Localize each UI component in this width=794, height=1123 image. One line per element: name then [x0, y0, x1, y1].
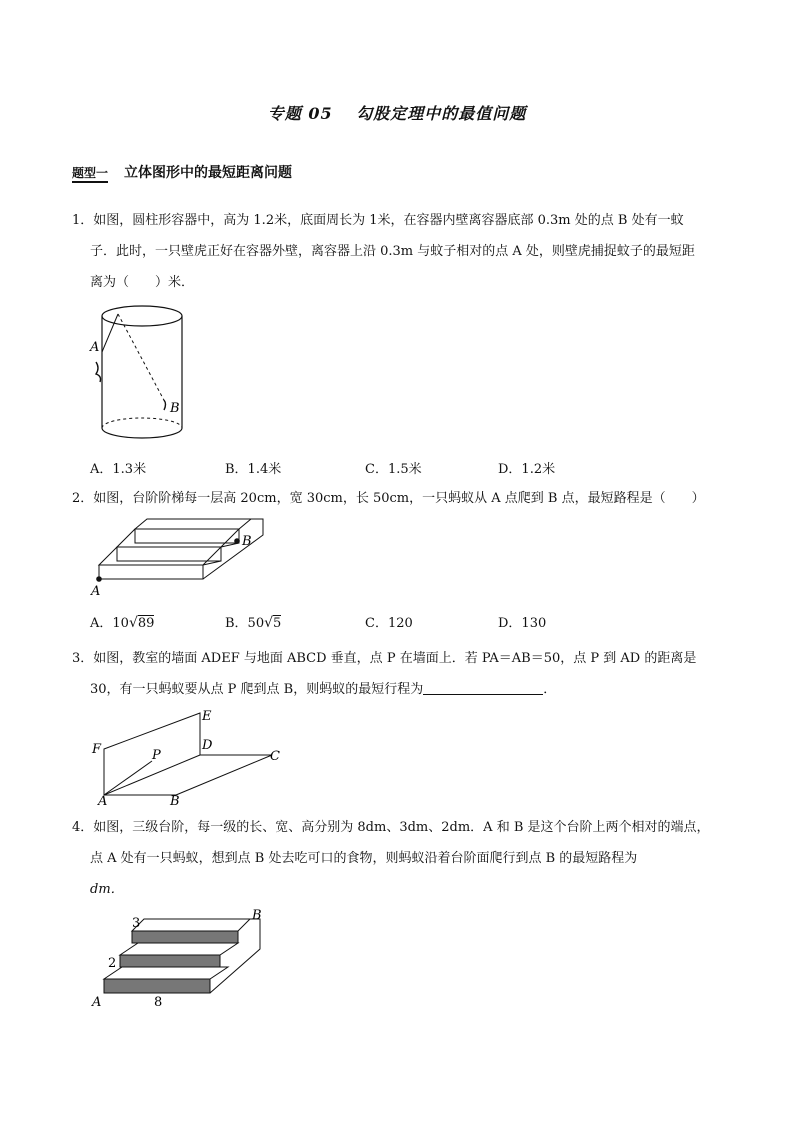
section-tag: 题型一 [72, 164, 108, 183]
q1-line3: 离为（ ）米． [90, 275, 195, 290]
q3-answer-blank[interactable] [423, 680, 543, 695]
q1-cylinder-figure [80, 300, 190, 445]
q1-number: 1． [72, 213, 94, 228]
q2-option-b[interactable]: B．50√5 [225, 615, 282, 631]
q1-line1: 如图，圆柱形容器中，高为 1.2米，底面周长为 1米，在容器内壁离容器底部 0.3m 处的点 B 处有一蚊 [93, 213, 684, 228]
q1-label-b: B [170, 401, 180, 416]
q2-stairs-figure [85, 515, 275, 600]
q3-label-p: P [152, 748, 161, 763]
q3-label-d: D [202, 738, 213, 753]
page-title: 专题 05 勾股定理中的最值问题 [267, 104, 527, 123]
q2-number: 2． [72, 491, 94, 506]
q3-number: 3． [72, 651, 94, 666]
q1-option-d[interactable]: D．1.2米 [498, 462, 556, 477]
q4-line1: 如图，三级台阶，每一级的长、宽、高分别为 8dm、3dm、2dm．A 和 B 是这个台阶上两个相对的端点， [93, 820, 710, 835]
section-heading [72, 162, 292, 183]
q2-option-c[interactable]: C．120 [365, 616, 413, 631]
q3-label-a: A [98, 794, 108, 809]
q4-label-a: A [92, 995, 102, 1010]
q2-label-b: B [242, 534, 252, 549]
section-label: 立体图形中的最短距离问题 [124, 165, 293, 181]
q3-label-f: F [92, 742, 102, 757]
q4-line2: 点 A 处有一只蚂蚁，想到点 B 处去吃可口的食物，则蚂蚁沿着台阶面爬行到点 B 的最短路程为 [90, 851, 638, 866]
q4-line3: dm． [90, 882, 124, 897]
q2-label-a: A [91, 584, 101, 599]
q3-label-e: E [202, 709, 212, 724]
q1-line2: 子．此时，一只壁虎正好在容器外壁，离容器上沿 0.3m 与蚊子相对的点 A 处，则壁虎捕捉蚊子的最短距 [90, 244, 695, 259]
q1-label-a: A [90, 340, 100, 355]
q3-line1: 如图，教室的墙面 ADEF 与地面 ABCD 垂直，点 P 在墙面上．若 PA＝AB＝50，点 P 到 AD 的距离是 [93, 651, 697, 666]
q3-line2: 30，有一只蚂蚁要从点 P 爬到点 B，则蚂蚁的最短行程为 [90, 682, 424, 697]
question-3: 3．如图，教室的墙面 ADEF 与地面 ABCD 垂直，点 P 在墙面上．若 PA＝AB＝50，点 P 到 AD 的距离是 30，有一只蚂蚁要从点 P 爬到点 B，则蚂蚁的最短行程为 ． [72, 651, 697, 697]
q2-option-a[interactable]: A．10√89 [90, 615, 155, 631]
q1-option-b[interactable]: B．1.4米 [225, 462, 282, 477]
q4-number: 4． [72, 820, 94, 835]
q4-label-8: 8 [154, 995, 163, 1010]
q4-stairs-figure [88, 905, 278, 1010]
q1-option-c[interactable]: C．1.5米 [365, 462, 422, 477]
question-2 [72, 483, 732, 514]
q4-label-3: 3 [132, 916, 141, 931]
q3-room-figure [88, 705, 293, 810]
q3-label-c: C [270, 749, 280, 764]
q2-line1: 如图，台阶阶梯每一层高 20cm，宽 30cm，长 50cm，一只蚂蚁从 A 点爬到 B 点，最短路程是（ ） [93, 491, 705, 506]
q3-label-b: B [170, 794, 180, 809]
q2-option-d[interactable]: D．130 [498, 616, 547, 631]
q4-label-b: B [252, 908, 262, 923]
question-4 [72, 812, 732, 905]
q4-label-2: 2 [108, 956, 117, 971]
q1-option-a[interactable]: A．1.3米 [90, 462, 147, 477]
question-1 [72, 205, 732, 298]
